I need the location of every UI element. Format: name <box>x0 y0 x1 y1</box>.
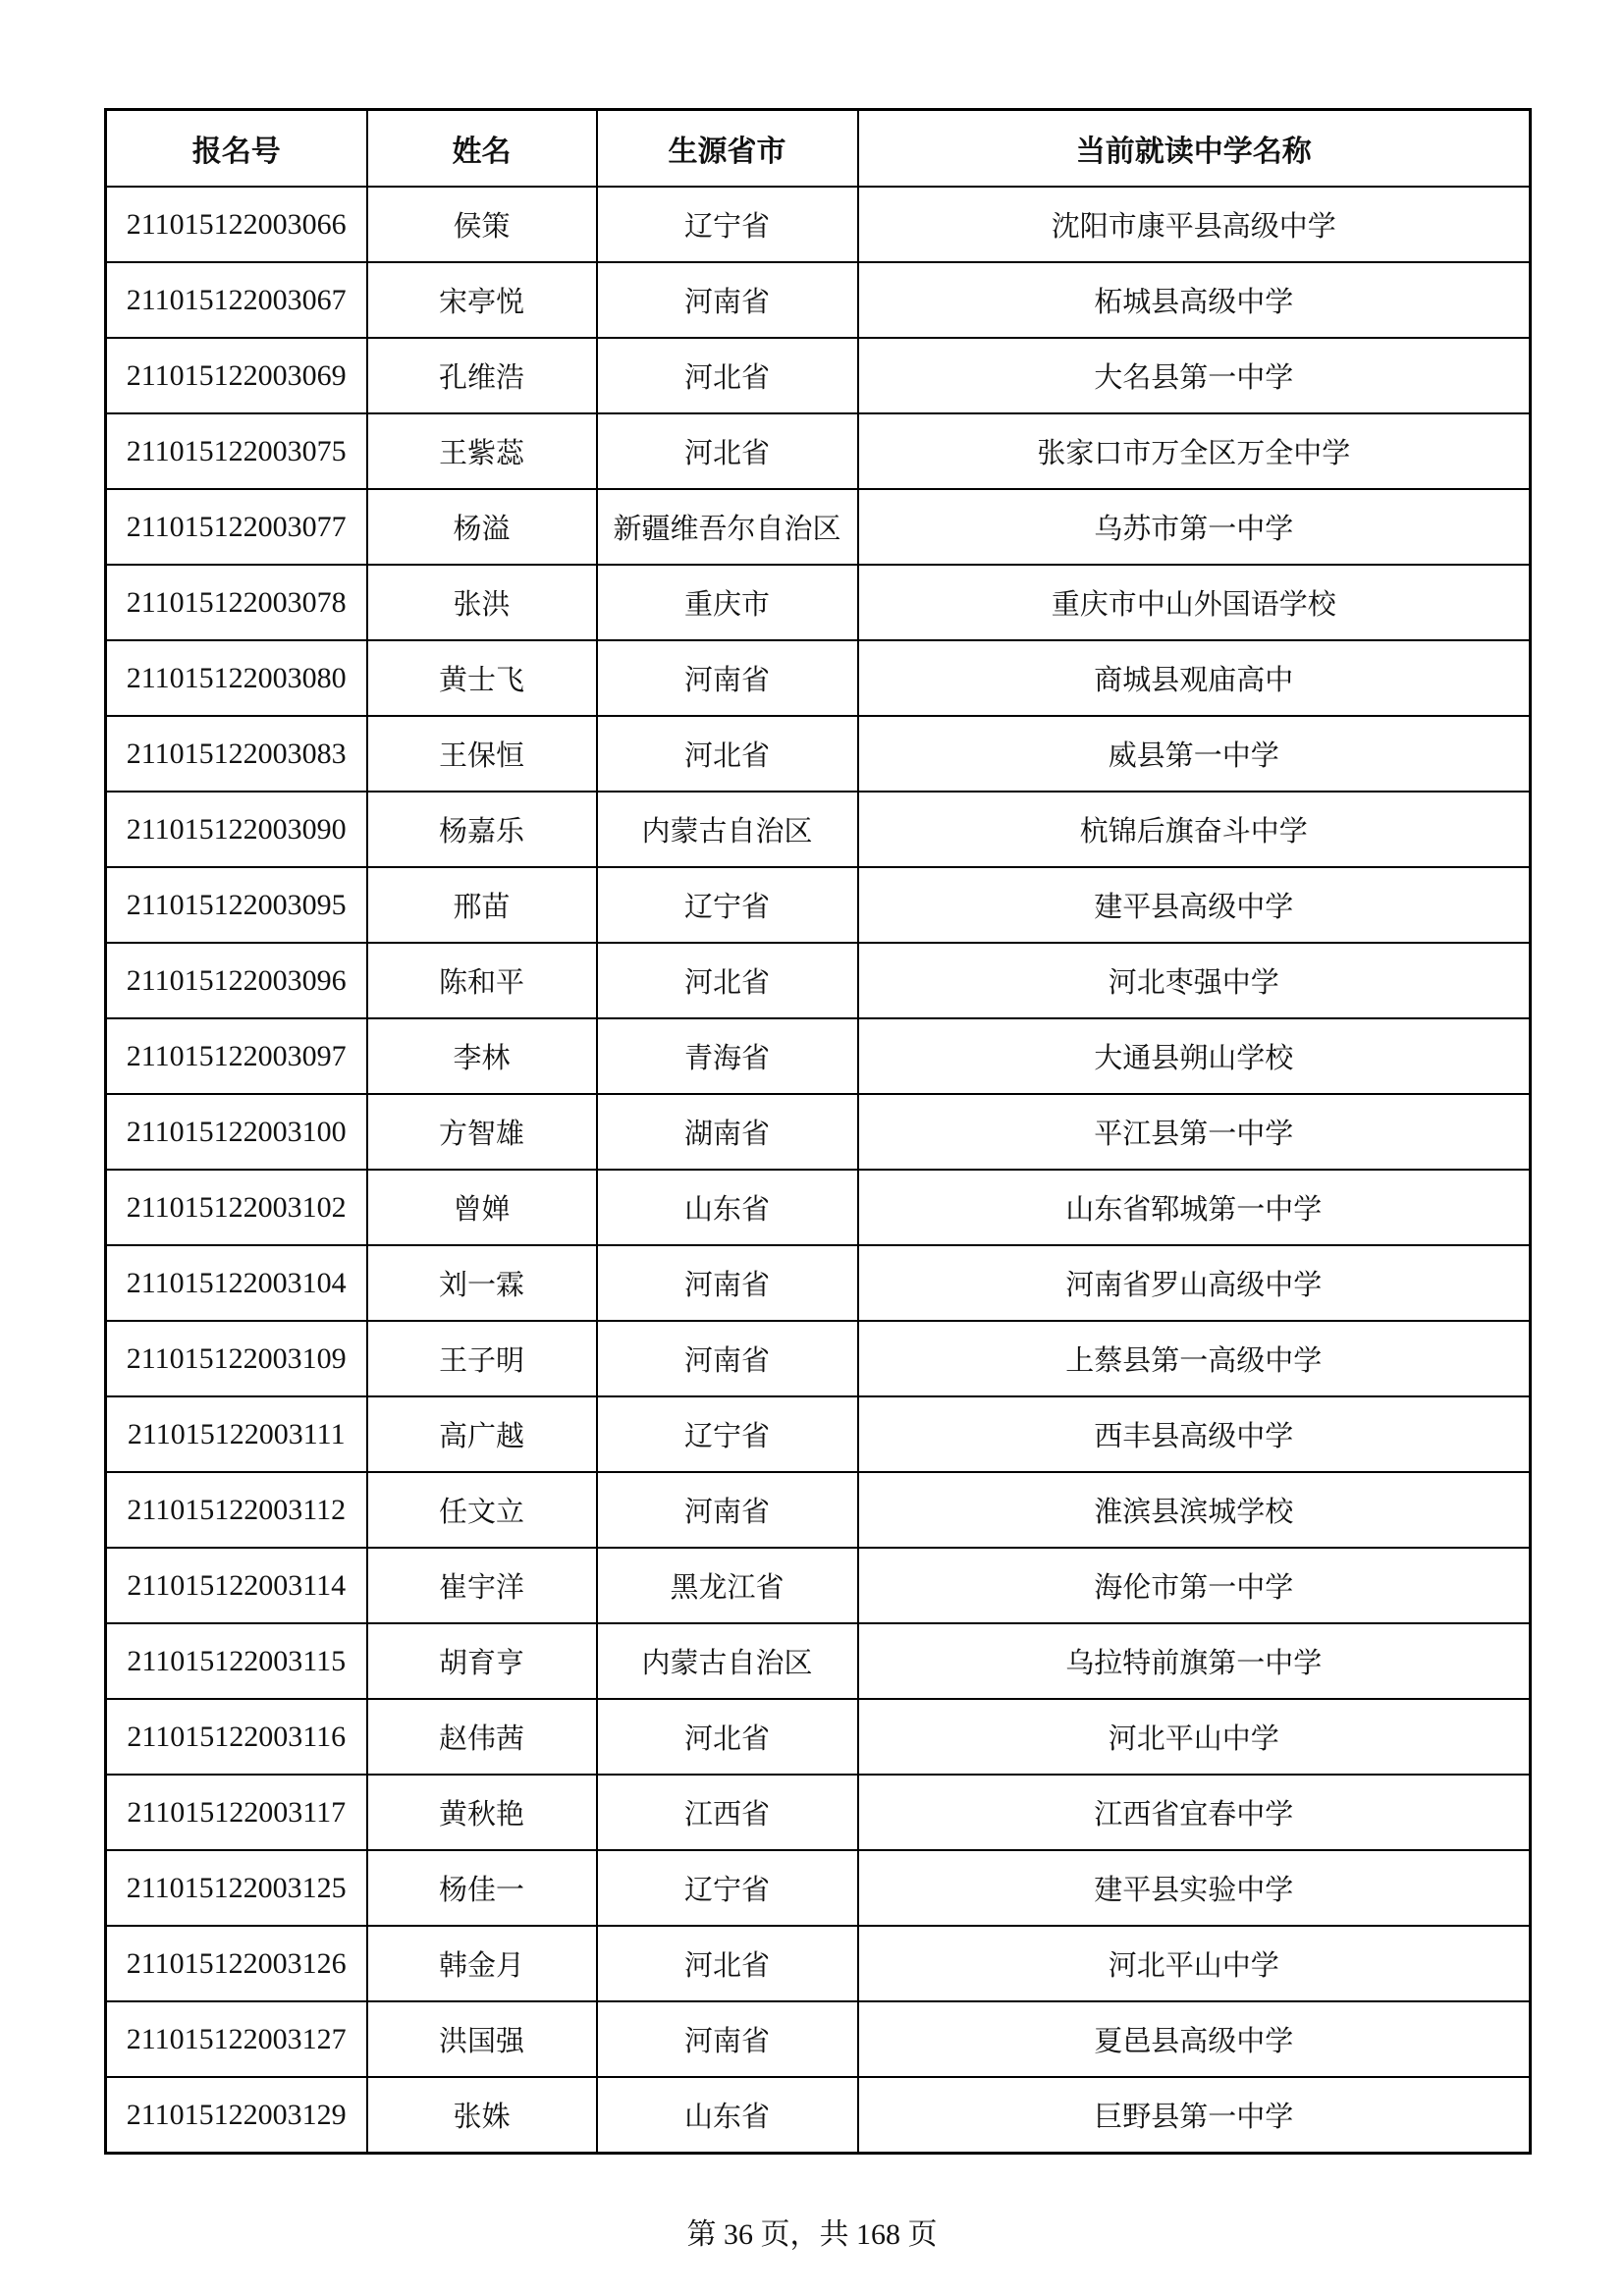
name-cell: 宋亭悦 <box>367 262 597 338</box>
school-name-cell: 重庆市中山外国语学校 <box>858 565 1531 640</box>
registration-number-cell: 211015122003090 <box>106 792 367 867</box>
registration-number-cell: 211015122003125 <box>106 1850 367 1926</box>
registration-number-cell: 211015122003077 <box>106 489 367 565</box>
school-name-cell: 平江县第一中学 <box>858 1094 1531 1170</box>
table-row <box>106 1018 1531 1094</box>
registration-number-cell: 211015122003127 <box>106 2001 367 2077</box>
origin-province-cell: 河北省 <box>597 1699 858 1775</box>
origin-province-cell: 河北省 <box>597 716 858 792</box>
origin-province-cell: 河北省 <box>597 338 858 413</box>
school-name-cell: 上蔡县第一高级中学 <box>858 1321 1531 1396</box>
header-origin-province: 生源省市 <box>597 110 858 188</box>
origin-province-cell: 青海省 <box>597 1018 858 1094</box>
name-cell: 高广越 <box>367 1396 597 1472</box>
name-cell: 崔宇洋 <box>367 1548 597 1623</box>
registration-number-cell: 211015122003100 <box>106 1094 367 1170</box>
table-row <box>106 640 1531 716</box>
registration-number-cell: 211015122003109 <box>106 1321 367 1396</box>
name-cell: 李林 <box>367 1018 597 1094</box>
origin-province-cell: 辽宁省 <box>597 867 858 943</box>
school-name-cell: 河南省罗山高级中学 <box>858 1245 1531 1321</box>
origin-province-cell: 新疆维吾尔自治区 <box>597 489 858 565</box>
table-row <box>106 1548 1531 1623</box>
name-cell: 杨佳一 <box>367 1850 597 1926</box>
school-name-cell: 海伦市第一中学 <box>858 1548 1531 1623</box>
school-name-cell: 夏邑县高级中学 <box>858 2001 1531 2077</box>
school-name-cell: 威县第一中学 <box>858 716 1531 792</box>
origin-province-cell: 内蒙古自治区 <box>597 792 858 867</box>
registration-number-cell: 211015122003066 <box>106 187 367 262</box>
table-row <box>106 187 1531 262</box>
origin-province-cell: 内蒙古自治区 <box>597 1623 858 1699</box>
school-name-cell: 山东省郓城第一中学 <box>858 1170 1531 1245</box>
name-cell: 杨溢 <box>367 489 597 565</box>
school-name-cell: 建平县高级中学 <box>858 867 1531 943</box>
school-name-cell: 大通县朔山学校 <box>858 1018 1531 1094</box>
registration-number-cell: 211015122003115 <box>106 1623 367 1699</box>
origin-province-cell: 山东省 <box>597 1170 858 1245</box>
name-cell: 刘一霖 <box>367 1245 597 1321</box>
name-cell: 王紫蕊 <box>367 413 597 489</box>
table-row <box>106 1245 1531 1321</box>
school-name-cell: 河北枣强中学 <box>858 943 1531 1018</box>
school-name-cell: 柘城县高级中学 <box>858 262 1531 338</box>
table-row <box>106 565 1531 640</box>
name-cell: 曾婵 <box>367 1170 597 1245</box>
school-name-cell: 建平县实验中学 <box>858 1850 1531 1926</box>
header-name: 姓名 <box>367 110 597 188</box>
table-row <box>106 338 1531 413</box>
name-cell: 陈和平 <box>367 943 597 1018</box>
origin-province-cell: 河北省 <box>597 943 858 1018</box>
table-row <box>106 1623 1531 1699</box>
name-cell: 任文立 <box>367 1472 597 1548</box>
school-name-cell: 大名县第一中学 <box>858 338 1531 413</box>
name-cell: 张洪 <box>367 565 597 640</box>
school-name-cell: 乌苏市第一中学 <box>858 489 1531 565</box>
name-cell: 黄秋艳 <box>367 1775 597 1850</box>
table-row <box>106 413 1531 489</box>
table-row <box>106 1396 1531 1472</box>
origin-province-cell: 河北省 <box>597 413 858 489</box>
registration-number-cell: 211015122003096 <box>106 943 367 1018</box>
table-row <box>106 2001 1531 2077</box>
name-cell: 杨嘉乐 <box>367 792 597 867</box>
registration-number-cell: 211015122003129 <box>106 2077 367 2154</box>
name-cell: 赵伟茜 <box>367 1699 597 1775</box>
table-header-row <box>106 110 1531 188</box>
table-row <box>106 262 1531 338</box>
origin-province-cell: 湖南省 <box>597 1094 858 1170</box>
school-name-cell: 沈阳市康平县高级中学 <box>858 187 1531 262</box>
name-cell: 孔维浩 <box>367 338 597 413</box>
page-number-footer: 第 36 页，共 168 页 <box>686 2218 938 2251</box>
origin-province-cell: 河北省 <box>597 1926 858 2001</box>
school-name-cell: 杭锦后旗奋斗中学 <box>858 792 1531 867</box>
origin-province-cell: 河南省 <box>597 262 858 338</box>
registration-number-cell: 211015122003075 <box>106 413 367 489</box>
table-row <box>106 792 1531 867</box>
registration-number-cell: 211015122003116 <box>106 1699 367 1775</box>
registration-number-cell: 211015122003126 <box>106 1926 367 2001</box>
school-name-cell: 淮滨县滨城学校 <box>858 1472 1531 1548</box>
registration-number-cell: 211015122003104 <box>106 1245 367 1321</box>
school-name-cell: 河北平山中学 <box>858 1926 1531 2001</box>
registration-number-cell: 211015122003080 <box>106 640 367 716</box>
table-row <box>106 1170 1531 1245</box>
origin-province-cell: 江西省 <box>597 1775 858 1850</box>
origin-province-cell: 河南省 <box>597 2001 858 2077</box>
name-cell: 洪国强 <box>367 2001 597 2077</box>
table-row <box>106 1321 1531 1396</box>
table-row <box>106 1775 1531 1850</box>
registration-number-cell: 211015122003114 <box>106 1548 367 1623</box>
name-cell: 黄士飞 <box>367 640 597 716</box>
school-name-cell: 商城县观庙高中 <box>858 640 1531 716</box>
registration-number-cell: 211015122003111 <box>106 1396 367 1472</box>
name-cell: 张姝 <box>367 2077 597 2154</box>
table-row <box>106 1094 1531 1170</box>
table-row <box>106 489 1531 565</box>
origin-province-cell: 黑龙江省 <box>597 1548 858 1623</box>
header-current-school: 当前就读中学名称 <box>858 110 1531 188</box>
school-name-cell: 河北平山中学 <box>858 1699 1531 1775</box>
origin-province-cell: 重庆市 <box>597 565 858 640</box>
registration-number-cell: 211015122003069 <box>106 338 367 413</box>
registration-number-cell: 211015122003083 <box>106 716 367 792</box>
name-cell: 王子明 <box>367 1321 597 1396</box>
table-row <box>106 1472 1531 1548</box>
school-name-cell: 西丰县高级中学 <box>858 1396 1531 1472</box>
school-name-cell: 张家口市万全区万全中学 <box>858 413 1531 489</box>
registration-number-cell: 211015122003078 <box>106 565 367 640</box>
origin-province-cell: 辽宁省 <box>597 1396 858 1472</box>
origin-province-cell: 河南省 <box>597 640 858 716</box>
student-list-table <box>104 108 1532 2155</box>
name-cell: 王保恒 <box>367 716 597 792</box>
table-row <box>106 1850 1531 1926</box>
origin-province-cell: 河南省 <box>597 1321 858 1396</box>
school-name-cell: 乌拉特前旗第一中学 <box>858 1623 1531 1699</box>
name-cell: 邢苗 <box>367 867 597 943</box>
origin-province-cell: 山东省 <box>597 2077 858 2154</box>
table-row <box>106 2077 1531 2154</box>
origin-province-cell: 辽宁省 <box>597 1850 858 1926</box>
origin-province-cell: 河南省 <box>597 1245 858 1321</box>
origin-province-cell: 河南省 <box>597 1472 858 1548</box>
table-row <box>106 1926 1531 2001</box>
name-cell: 胡育亨 <box>367 1623 597 1699</box>
table-row <box>106 943 1531 1018</box>
registration-number-cell: 211015122003102 <box>106 1170 367 1245</box>
table-row <box>106 716 1531 792</box>
name-cell: 韩金月 <box>367 1926 597 2001</box>
school-name-cell: 巨野县第一中学 <box>858 2077 1531 2154</box>
header-registration-number: 报名号 <box>106 110 367 188</box>
registration-number-cell: 211015122003097 <box>106 1018 367 1094</box>
name-cell: 侯策 <box>367 187 597 262</box>
school-name-cell: 江西省宜春中学 <box>858 1775 1531 1850</box>
origin-province-cell: 辽宁省 <box>597 187 858 262</box>
registration-number-cell: 211015122003117 <box>106 1775 367 1850</box>
registration-number-cell: 211015122003095 <box>106 867 367 943</box>
name-cell: 方智雄 <box>367 1094 597 1170</box>
table-row <box>106 867 1531 943</box>
registration-number-cell: 211015122003067 <box>106 262 367 338</box>
table-row <box>106 1699 1531 1775</box>
registration-number-cell: 211015122003112 <box>106 1472 367 1548</box>
